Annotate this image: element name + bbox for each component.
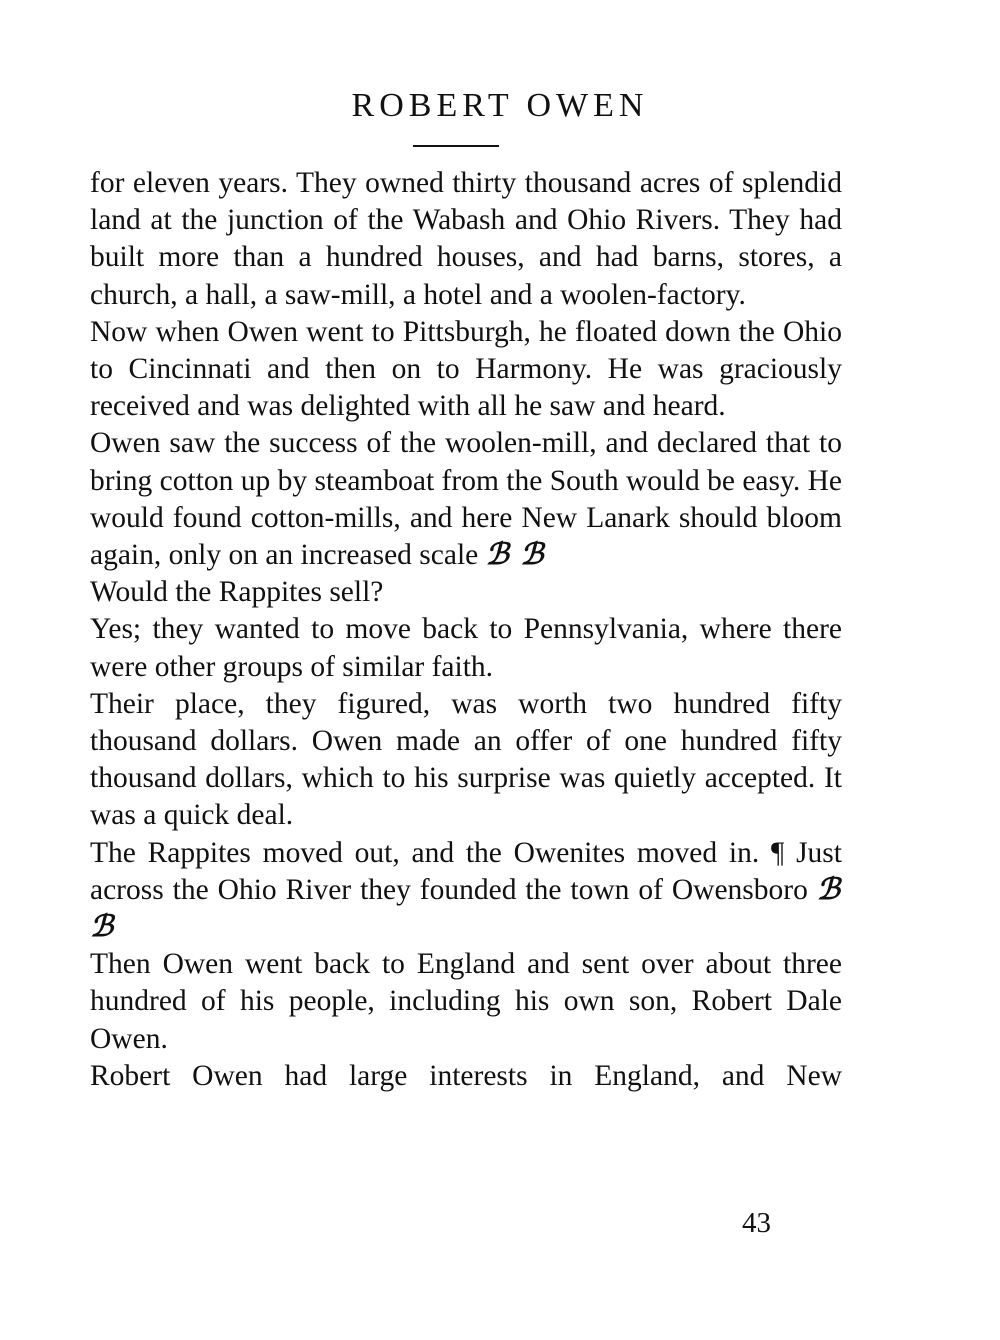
head-rule [413, 145, 499, 147]
paragraph-4: Would the Rappites sell? [90, 576, 384, 609]
page-number: 43 [742, 1207, 771, 1239]
paragraph-7: The Rappites moved out, and the Owenites moved in. ¶ Just across the Ohio River they founded the town of Owensboro ℬ ℬ [90, 836, 842, 944]
paragraph-2: Now when Owen went to Pittsburgh, he floated down the Ohio to Cincinnati and then on to Harmony. He was graciously received and was delighted with all he saw and heard. [90, 315, 842, 423]
paragraph-9: Robert Owen had large interests in England, and New [90, 1059, 842, 1092]
ornament-icon: ℬ ℬ [90, 873, 842, 944]
body-text [90, 165, 842, 1095]
paragraph-3: Owen saw the success of the woolen-mill, and declared that to bring cotton up by steamboat from the South would be easy. He would found cotton-mills, and here New Lanark should bloom again, only on an increased scale ℬ ℬ [90, 427, 842, 572]
paragraph-8: Then Owen went back to England and sent over about three hundred of his people, including his own son, Robert Dale Owen. [90, 948, 842, 1055]
paragraph-1: for eleven years. They owned thirty thousand acres of splendid land at the junction of the Wabash and Ohio Rivers. They had built more than a hundred houses, and had barns, stores, a church, a hall, a saw-mill, a hotel and a woolen-factory. [90, 167, 842, 311]
running-head: ROBERT OWEN [351, 87, 649, 124]
paragraph-5: Yes; they wanted to move back to Pennsylvania, where there were other groups of similar faith. [90, 613, 842, 683]
ornament-icon: ℬ ℬ [485, 539, 546, 572]
paragraph-6: Their place, they figured, was worth two hundred fifty thousand dollars. Owen made an offer of one hundred fifty thousand dollars, which to his surprise was quietly accepted. It was a quick deal. [90, 687, 842, 832]
